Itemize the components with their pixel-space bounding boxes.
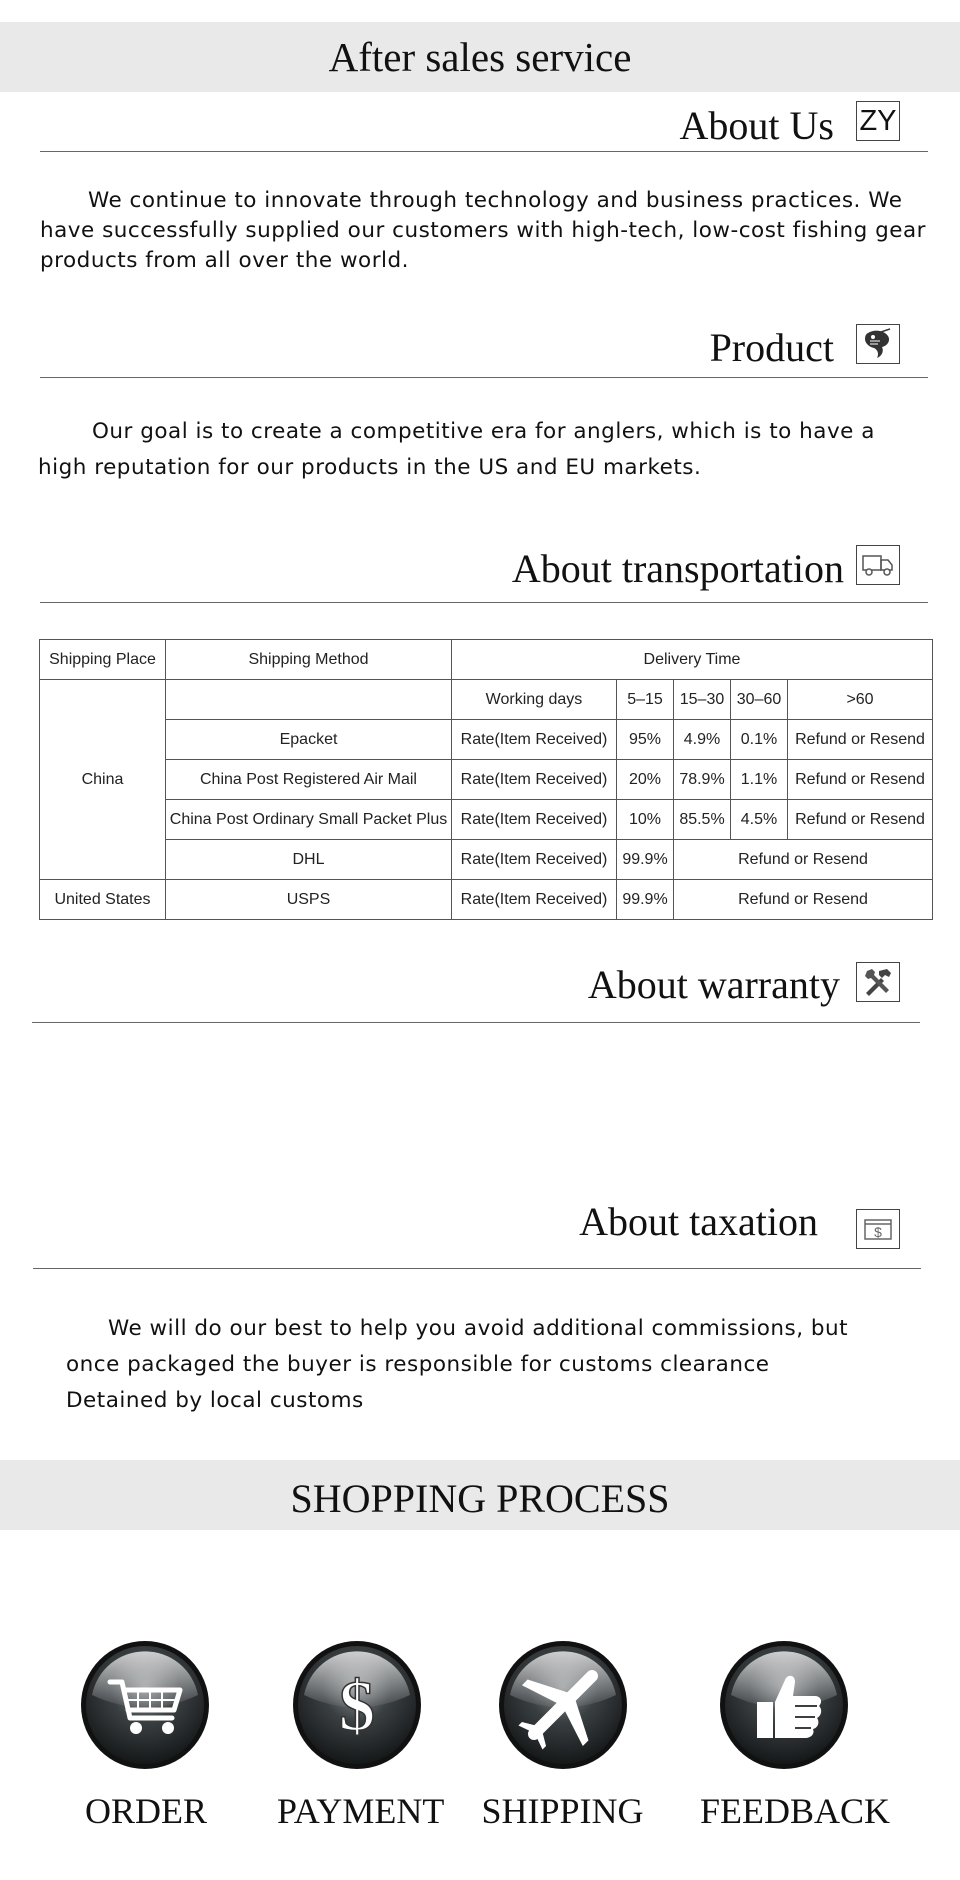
- divider: [40, 377, 928, 378]
- rate-label-cell: Rate(Item Received): [452, 760, 617, 800]
- header-shipping-method: Shipping Method: [166, 640, 452, 680]
- range-cell: 5–15: [617, 680, 674, 720]
- transportation-title: About transportation: [511, 546, 844, 591]
- about-us-text: [40, 186, 930, 276]
- rate-label-cell: Rate(Item Received): [452, 840, 617, 880]
- range-cell: 30–60: [731, 680, 788, 720]
- value-cell: 1.1%: [731, 760, 788, 800]
- product-title: Product: [709, 325, 834, 370]
- method-cell: China Post Ordinary Small Packet Plus: [166, 800, 452, 840]
- value-cell: Refund or Resend: [674, 880, 933, 920]
- value-cell: Refund or Resend: [788, 760, 933, 800]
- table-header-row: [40, 640, 933, 680]
- about-us-title: About Us: [679, 103, 834, 148]
- table-row: [40, 680, 933, 720]
- taxation-paragraph-2: Detained by local customs: [66, 1388, 364, 1413]
- svg-text:$: $: [339, 1666, 375, 1746]
- value-cell: 20%: [617, 760, 674, 800]
- value-cell: 99.9%: [617, 880, 674, 920]
- product-text: [38, 414, 918, 486]
- range-cell: 15–30: [674, 680, 731, 720]
- step-label-shipping: SHIPPING: [481, 1791, 644, 1831]
- table-row: [40, 720, 933, 760]
- rate-label-cell: Rate(Item Received): [452, 800, 617, 840]
- zy-logo-text: ZY: [859, 104, 897, 137]
- taxation-text: [66, 1311, 896, 1419]
- value-cell: Refund or Resend: [788, 720, 933, 760]
- taxation-title: About taxation: [579, 1199, 818, 1244]
- zy-logo-icon: [856, 101, 900, 141]
- airplane-icon: [498, 1640, 628, 1770]
- place-china: China: [40, 680, 166, 880]
- value-cell: 0.1%: [731, 720, 788, 760]
- shopping-process-title: SHOPPING PROCESS: [290, 1476, 670, 1521]
- place-us: United States: [40, 880, 166, 920]
- working-days-label: Working days: [452, 680, 617, 720]
- header-shipping-place: Shipping Place: [40, 640, 166, 680]
- rate-label-cell: Rate(Item Received): [452, 880, 617, 920]
- header-delivery-time: Delivery Time: [452, 640, 933, 680]
- dollar-bill-icon: [856, 1209, 900, 1249]
- value-cell: Refund or Resend: [788, 800, 933, 840]
- value-cell: 10%: [617, 800, 674, 840]
- table-row: [40, 800, 933, 840]
- after-sales-banner: [0, 22, 960, 92]
- range-cell: >60: [788, 680, 933, 720]
- table-cell: [166, 680, 452, 720]
- value-cell: Refund or Resend: [674, 840, 933, 880]
- page-title: After sales service: [328, 34, 632, 80]
- value-cell: 99.9%: [617, 840, 674, 880]
- shipping-table: [39, 639, 933, 920]
- product-paragraph: Our goal is to create a competitive era for anglers, which is to have a high reputation for our products in the US and EU markets.: [38, 419, 875, 480]
- divider: [40, 602, 928, 603]
- rate-label-cell: Rate(Item Received): [452, 720, 617, 760]
- step-label-payment: PAYMENT: [277, 1791, 445, 1831]
- method-cell: USPS: [166, 880, 452, 920]
- thumbs-up-icon: [719, 1640, 849, 1770]
- shopping-process-banner: [0, 1460, 960, 1530]
- table-row: [40, 840, 933, 880]
- dollar-icon: [292, 1640, 422, 1770]
- step-label-feedback: FEEDBACK: [700, 1791, 891, 1831]
- value-cell: 78.9%: [674, 760, 731, 800]
- fish-icon: [856, 324, 900, 364]
- value-cell: 95%: [617, 720, 674, 760]
- table-row: [40, 760, 933, 800]
- method-cell: China Post Registered Air Mail: [166, 760, 452, 800]
- tools-icon: [856, 962, 900, 1002]
- taxation-paragraph: We will do our best to help you avoid additional commissions, but once packaged the buyer is responsible for customs clearance: [66, 1316, 849, 1377]
- table-row: [40, 880, 933, 920]
- value-cell: 85.5%: [674, 800, 731, 840]
- method-cell: Epacket: [166, 720, 452, 760]
- value-cell: 4.9%: [674, 720, 731, 760]
- divider: [40, 151, 928, 152]
- divider: [32, 1022, 920, 1023]
- shopping-cart-icon: [80, 1640, 210, 1770]
- step-label-order: ORDER: [85, 1791, 208, 1831]
- about-us-paragraph: We continue to innovate through technology and business practices. We have successfully supplied our customers with high-tech, low-cost fishing gear products from all over the world.: [40, 188, 927, 273]
- svg-text:$: $: [874, 1224, 882, 1240]
- method-cell: DHL: [166, 840, 452, 880]
- divider: [33, 1268, 921, 1269]
- truck-icon: [856, 545, 900, 585]
- value-cell: 4.5%: [731, 800, 788, 840]
- warranty-title: About warranty: [587, 962, 840, 1007]
